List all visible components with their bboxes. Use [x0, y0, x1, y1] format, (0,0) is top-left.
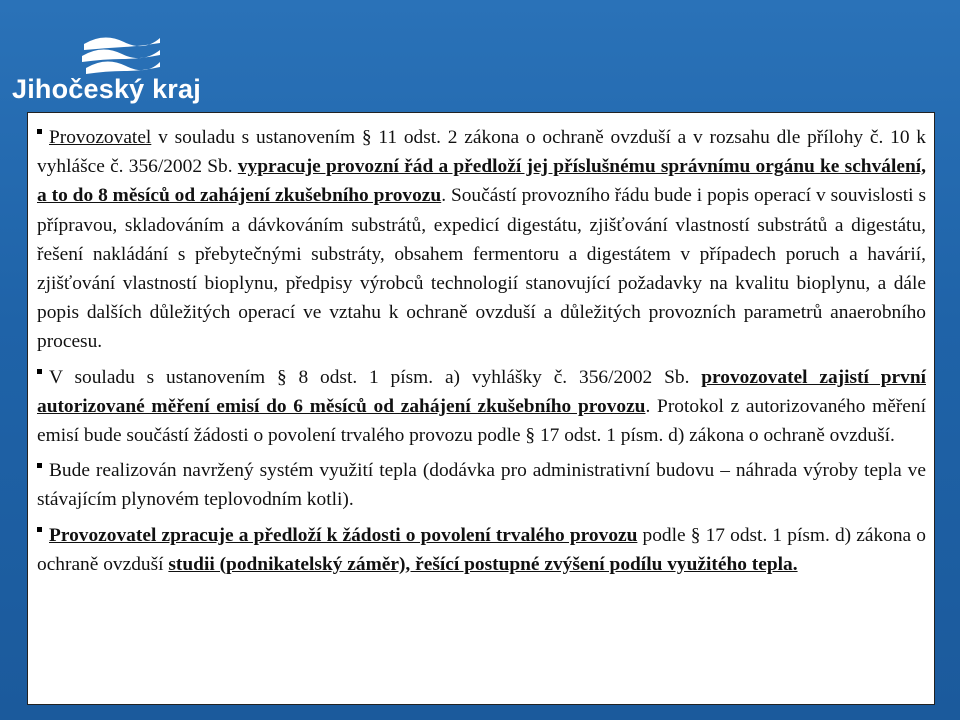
paragraph-text: v souladu s ustanovením § 11 odst. 2 zákona o ochraně ovzduší a v rozsahu dle přílohy č. 10 k vyhlášce č. 356/2002 Sb. [37, 127, 926, 178]
paragraph-heat-study [37, 521, 926, 579]
paragraph-emphasis: provozovatel zajistí první autorizované měření emisí do 6 měsíců od zahájení zkušebního provozu [37, 366, 926, 417]
paragraph-text: Bude realizován navržený systém využití tepla (dodávka pro administrativní budovu – náhrada výroby tepla ve stávajícím plynovém teplovodním kotli). [37, 460, 926, 511]
paragraph-heat-utilisation [37, 456, 926, 514]
bullet-icon [37, 527, 42, 532]
paragraph-operating-rules [37, 123, 926, 357]
paragraph-text: V souladu s ustanovením § 8 odst. 1 písm. a) vyhlášky č. 356/2002 Sb. [49, 366, 702, 388]
wave-logo-icon [80, 30, 162, 78]
paragraph-emphasis: vypracuje provozní řád a předloží jej příslušnému správnímu orgánu ke schválení, a to do 8 měsíců od zahájení zkušebního provozu [37, 156, 926, 207]
paragraph-text: . Součástí provozního řádu bude i popis operací v souvislosti s přípravou, skladováním a dávkováním substrátů, expedicí digestátu, zjišťování vlastností substrátů a digestátu, řešení nakládání s přebytečnými substráty, obsahem fermentoru a digestátem v případech poruch a havárií, zjišťování vlastností bioplynu, předpisy výrobců technologií stanovující požadavky na kvalitu bioplynu, a dále popis dalších důležitých operací ve vztahu k ochraně ovzduší a důležitých provozních parametrů anaerobního procesu. [37, 185, 926, 353]
keyword-operator: Provozovatel [49, 127, 152, 148]
bullet-icon [37, 463, 42, 468]
paragraph-emphasis: Provozovatel zpracuje a předloží k žádosti o povolení trvalého provozu [49, 524, 638, 546]
logo-text: Jihočeský kraj [12, 74, 201, 104]
bullet-icon [37, 369, 42, 374]
paragraph-emphasis: studii (podnikatelský záměr), řešící postupné zvýšení podílu využitého tepla. [168, 553, 798, 575]
paragraph-text: podle § 17 odst. 1 písm. d) zákona o ochraně ovzduší [37, 524, 926, 575]
content-panel [27, 112, 935, 705]
paragraph-emission-measurement [37, 363, 926, 451]
logo [8, 30, 208, 110]
bullet-icon [37, 129, 42, 134]
paragraph-text: . Protokol z autorizovaného měření emisí bude součástí žádosti o povolení trvalého provozu podle § 17 odst. 1 písm. d) zákona o ochraně ovzduší. [37, 395, 926, 447]
